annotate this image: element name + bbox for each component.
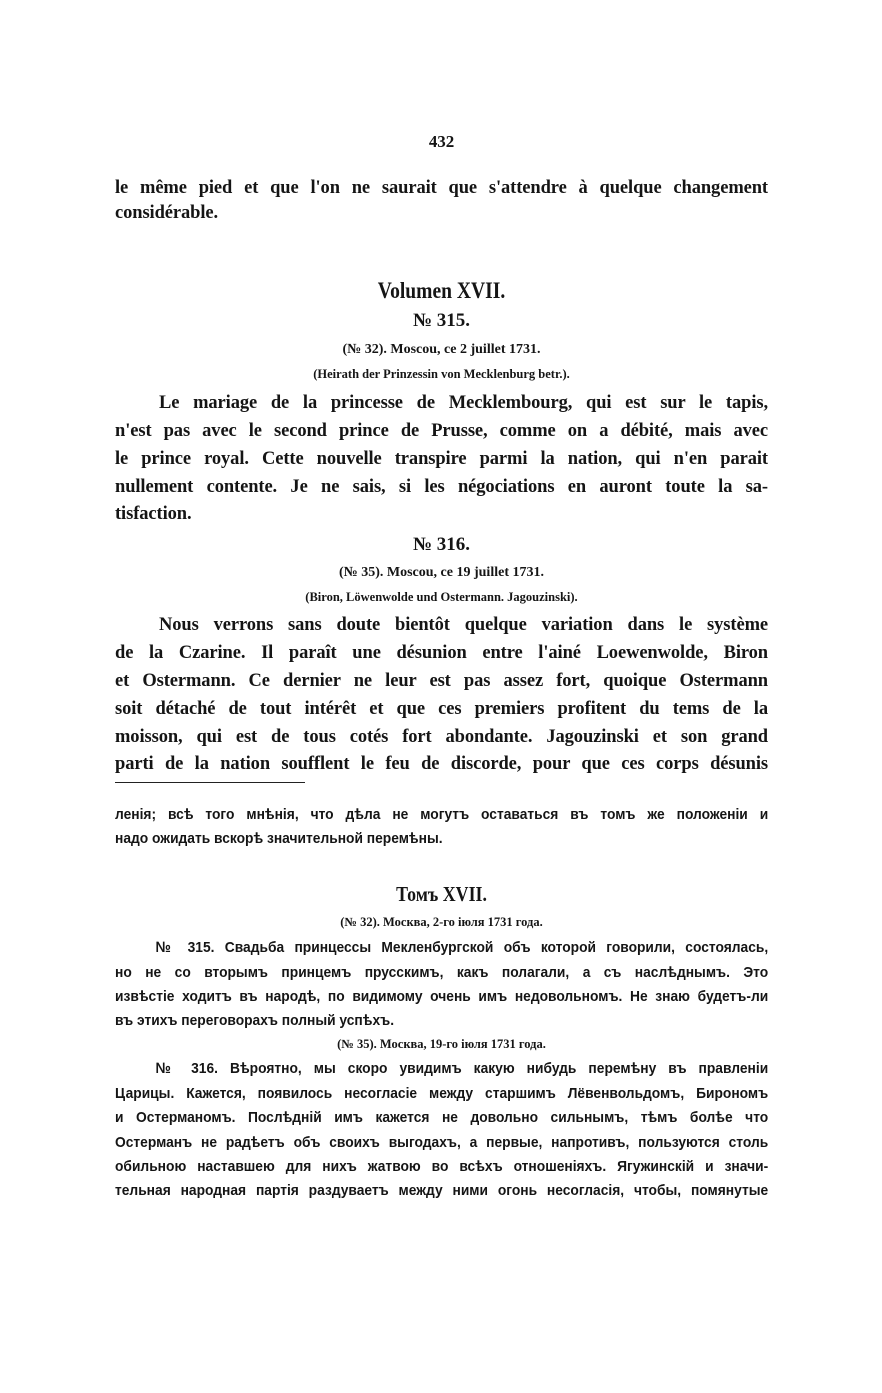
text-line: moisson, qui est de tous cotés fort abondante. Jagouzinski et son grand: [115, 727, 768, 747]
page-number: 432: [428, 132, 455, 151]
text-line: n'est pas avec le second prince de Prusse, comme on a débité, mais avec: [115, 421, 768, 441]
entry-number: № 316.: [412, 534, 471, 555]
text-line: и Остерманомъ. Послѣдній имъ кажется не довольно сильнымъ, тѣмъ болѣе что: [115, 1109, 769, 1126]
subject-line: (Biron, Löwenwolde und Ostermann. Jagouzinski).: [305, 590, 578, 604]
text-line: Nous verrons sans doute bientôt quelque variation dans le système: [159, 615, 768, 635]
text-line: № 315. Свадьба принцессы Мекленбургской объ которой говорили, состоялась,: [155, 939, 769, 956]
dateline: (№ 35). Moscou, ce 19 juillet 1731.: [339, 565, 544, 580]
text-line: le prince royal. Cette nouvelle transpire parmi la nation, qui n'en parait: [115, 449, 768, 469]
entry-number: № 315.: [412, 310, 471, 331]
volume-title-russian: Томъ XVII.: [396, 882, 487, 906]
subject-line: (Heirath der Prinzessin von Mecklenburg betr.).: [313, 367, 570, 381]
text-line: Остерманъ не радѣетъ объ своихъ выгодахъ, а первые, напротивъ, пользуются столь: [115, 1134, 769, 1151]
text-line: tisfaction.: [115, 504, 192, 524]
text-line: considérable.: [115, 203, 219, 223]
text-line: Царицы. Кажется, появилось несогласіе между старшимъ Лёвенвольдомъ, Бирономъ: [115, 1085, 769, 1102]
text-line: nullement contente. Je ne sais, si les négociations en auront toute la sa-: [115, 477, 768, 497]
text-line: но не со вторымъ принцемъ прусскимъ, какъ полагали, а съ наслѣднымъ. Это: [115, 964, 769, 981]
text-line: извѣстіе ходитъ въ народѣ, по видимому очень имъ недовольномъ. Не знаю будетъ-ли: [115, 988, 769, 1005]
text-line: надо ожидать вскорѣ значительной перемѣны.: [115, 830, 443, 847]
text-line: обильною наставшею для нихъ жатвою во всѣхъ отношеніяхъ. Ягужинскій и значи-: [115, 1158, 769, 1175]
text-line: le même pied et que l'on ne saurait que s'attendre à quelque changement: [115, 178, 768, 198]
dateline: (№ 32). Moscou, ce 2 juillet 1731.: [342, 342, 541, 357]
volume-title-french: Volumen XVII.: [377, 278, 506, 303]
text-line: Le mariage de la princesse de Mecklembourg, qui est sur le tapis,: [159, 393, 768, 413]
text-line: ленія; всѣ того мнѣнія, что дѣла не могутъ оставаться въ томъ же положеніи и: [115, 806, 769, 823]
text-line: тельная народная партія раздуваетъ между ними огонь несогласія, чтобы, помянутые: [115, 1182, 769, 1199]
dateline: (№ 32). Москва, 2-го іюля 1731 года.: [340, 915, 543, 929]
text-line: № 316. Вѣроятно, мы скоро увидимъ какую нибудь перемѣну въ правленіи: [155, 1060, 769, 1077]
footnote-rule: [115, 782, 305, 783]
text-line: de la Czarine. Il paraît une désunion entre l'ainé Loewenwolde, Biron: [115, 643, 768, 663]
dateline: (№ 35). Москва, 19-го іюля 1731 года.: [337, 1037, 546, 1051]
text-line: въ этихъ переговорахъ полный успѣхъ.: [115, 1012, 395, 1029]
text-line: et Ostermann. Ce dernier ne leur est pas assez fort, quoique Ostermann: [115, 671, 768, 691]
text-line: soit détaché de tout intérêt et que ces premiers profitent du tems de la: [115, 699, 768, 719]
text-line: parti de la nation soufflent le feu de discorde, pour que ces corps désunis: [115, 754, 768, 774]
